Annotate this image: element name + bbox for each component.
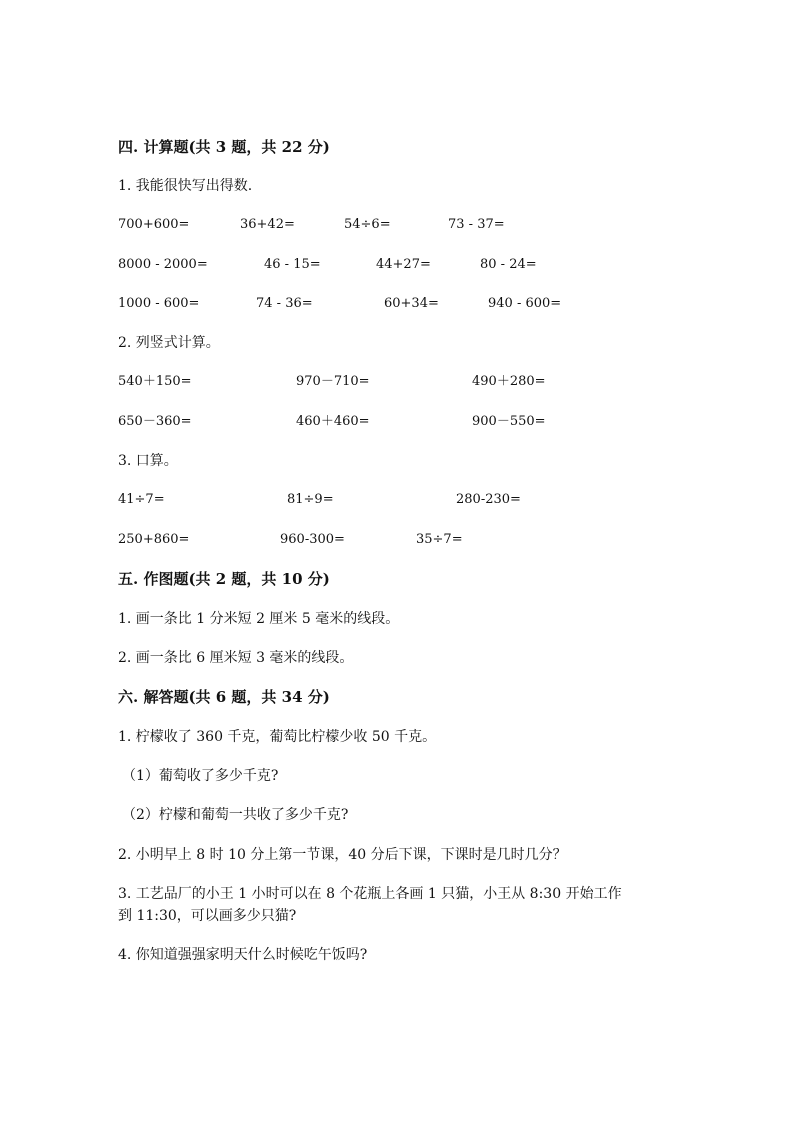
s4-q2-r1-c1: 540＋150=: [118, 374, 192, 389]
s4-q1-r1-c2: 36+42=: [240, 217, 295, 232]
s4-q1-text: 1. 我能很快写出得数.: [118, 178, 253, 194]
s4-q3-r2-c2: 960-300=: [280, 532, 345, 547]
s4-q1-r2-c3: 44+27=: [376, 257, 431, 272]
s5-q2-text: 2. 画一条比 6 厘米短 3 毫米的线段。: [118, 650, 354, 666]
s4-q2-r2-c1: 650－360=: [118, 414, 192, 429]
s6-q1-text: 1. 柠檬收了 360 千克，葡萄比柠檬少收 50 千克。: [118, 729, 437, 745]
s4-q2-r2-c2: 460＋460=: [296, 414, 370, 429]
s4-q1-r2-c4: 80 - 24=: [480, 257, 537, 272]
s4-q1-r1-c3: 54÷6=: [344, 217, 391, 232]
s4-q2-r1-c3: 490＋280=: [472, 374, 546, 389]
s5-q1-text: 1. 画一条比 1 分米短 2 厘米 5 毫米的线段。: [118, 611, 400, 627]
s6-q3-line2: 到 11:30，可以画多少只猫?: [118, 908, 297, 924]
s4-q2-text: 2. 列竖式计算。: [118, 335, 220, 351]
s4-q3-r2-c1: 250+860=: [118, 532, 190, 547]
s6-q4-text: 4. 你知道强强家明天什么时候吃午饭吗?: [118, 947, 368, 963]
s4-q1-r1-c1: 700+600=: [118, 217, 190, 232]
s4-q1-r3-c3: 60+34=: [384, 296, 439, 311]
s4-q2-r2-c3: 900－550=: [472, 414, 546, 429]
s4-q3-text: 3. 口算。: [118, 453, 178, 469]
s4-q2-r1-c2: 970－710=: [296, 374, 370, 389]
s4-q3-r1-c2: 81÷9=: [287, 492, 334, 507]
s4-q1-r3-c1: 1000 - 600=: [118, 296, 200, 311]
s4-q1-r3-c2: 74 - 36=: [256, 296, 313, 311]
s4-q1-r3-c4: 940 - 600=: [488, 296, 562, 311]
s4-q1-r1-c4: 73 - 37=: [448, 217, 505, 232]
s6-q3-line1: 3. 工艺品厂的小王 1 小时可以在 8 个花瓶上各画 1 只猫，小王从 8:30 开始工作: [118, 886, 622, 902]
s4-q1-r2-c2: 46 - 15=: [264, 257, 321, 272]
section-4-title: 四. 计算题(共 3 题，共 22 分): [118, 138, 330, 156]
s6-q1-sub1: （1）葡萄收了多少千克?: [122, 768, 279, 784]
s6-q2-text: 2. 小明早上 8 时 10 分上第一节课，40 分后下课，下课时是几时几分？: [118, 847, 567, 863]
section-6-title: 六. 解答题(共 6 题，共 34 分): [118, 688, 330, 706]
s4-q3-r1-c1: 41÷7=: [118, 492, 165, 507]
s4-q3-r1-c3: 280-230=: [456, 492, 521, 507]
s6-q1-sub2: （2）柠檬和葡萄一共收了多少千克?: [122, 807, 349, 823]
section-5-title: 五. 作图题(共 2 题，共 10 分): [118, 570, 330, 588]
s4-q3-r2-c3: 35÷7=: [416, 532, 463, 547]
s4-q1-r2-c1: 8000 - 2000=: [118, 257, 208, 272]
